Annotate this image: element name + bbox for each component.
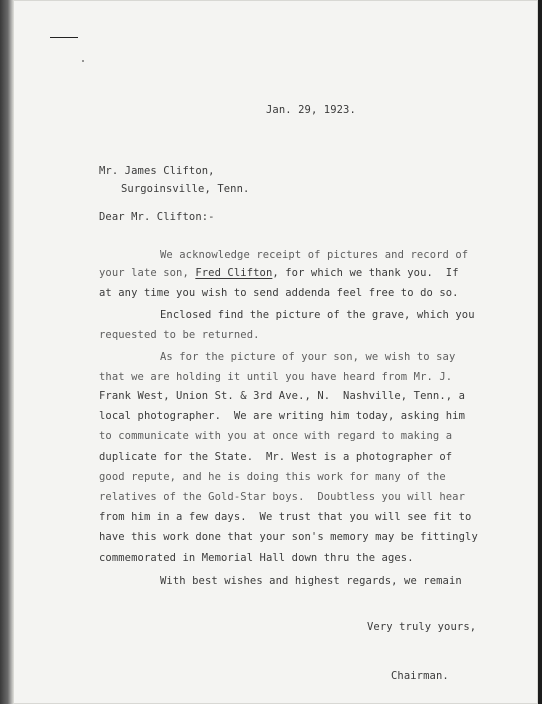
closing: Very truly yours,	[367, 621, 477, 633]
salutation: Dear Mr. Clifton:-	[99, 211, 215, 223]
body-line: With best wishes and highest regards, we remain	[160, 575, 462, 587]
body-line: that we are holding it until you have heard from Mr. J.	[99, 371, 453, 383]
signature-title: Chairman.	[391, 670, 449, 682]
body-line: relatives of the Gold-Star boys. Doubtless you will hear	[99, 491, 466, 503]
scanner-edge-right	[538, 0, 542, 704]
body-line: have this work done that your son's memory may be fittingly	[99, 531, 478, 543]
body-line: at any time you wish to send addenda feel free to do so.	[99, 287, 459, 299]
body-line: requested to be returned.	[99, 329, 260, 341]
corner-pencil-mark	[50, 37, 78, 38]
recipient-place: Surgoinsville, Tenn.	[121, 183, 250, 195]
recipient-name: Mr. James Clifton,	[99, 165, 215, 177]
paper-speck	[82, 60, 84, 62]
body-line: As for the picture of your son, we wish to say	[160, 351, 456, 363]
body-text: your late son,	[99, 267, 196, 279]
body-line: duplicate for the State. Mr. West is a photographer of	[99, 451, 453, 463]
body-line: We acknowledge receipt of pictures and record of	[160, 249, 469, 261]
body-line: to communicate with you at once with regard to making a	[99, 430, 453, 442]
son-name: Fred Clifton	[195, 267, 273, 279]
letter-date: Jan. 29, 1923.	[266, 104, 356, 116]
body-line: good repute, and he is doing this work for many of the	[99, 471, 446, 483]
body-line: commemorated in Memorial Hall down thru the ages.	[99, 552, 414, 564]
body-text: , for which we thank you. If	[272, 267, 459, 279]
body-line-with-name	[99, 267, 459, 279]
body-line: Enclosed find the picture of the grave, which you	[160, 309, 475, 321]
body-line: local photographer. We are writing him today, asking him	[99, 410, 466, 422]
scanner-edge-shadow	[0, 0, 13, 704]
body-line: from him in a few days. We trust that you will see fit to	[99, 511, 472, 523]
body-line: Frank West, Union St. & 3rd Ave., N. Nashville, Tenn., a	[99, 390, 466, 402]
